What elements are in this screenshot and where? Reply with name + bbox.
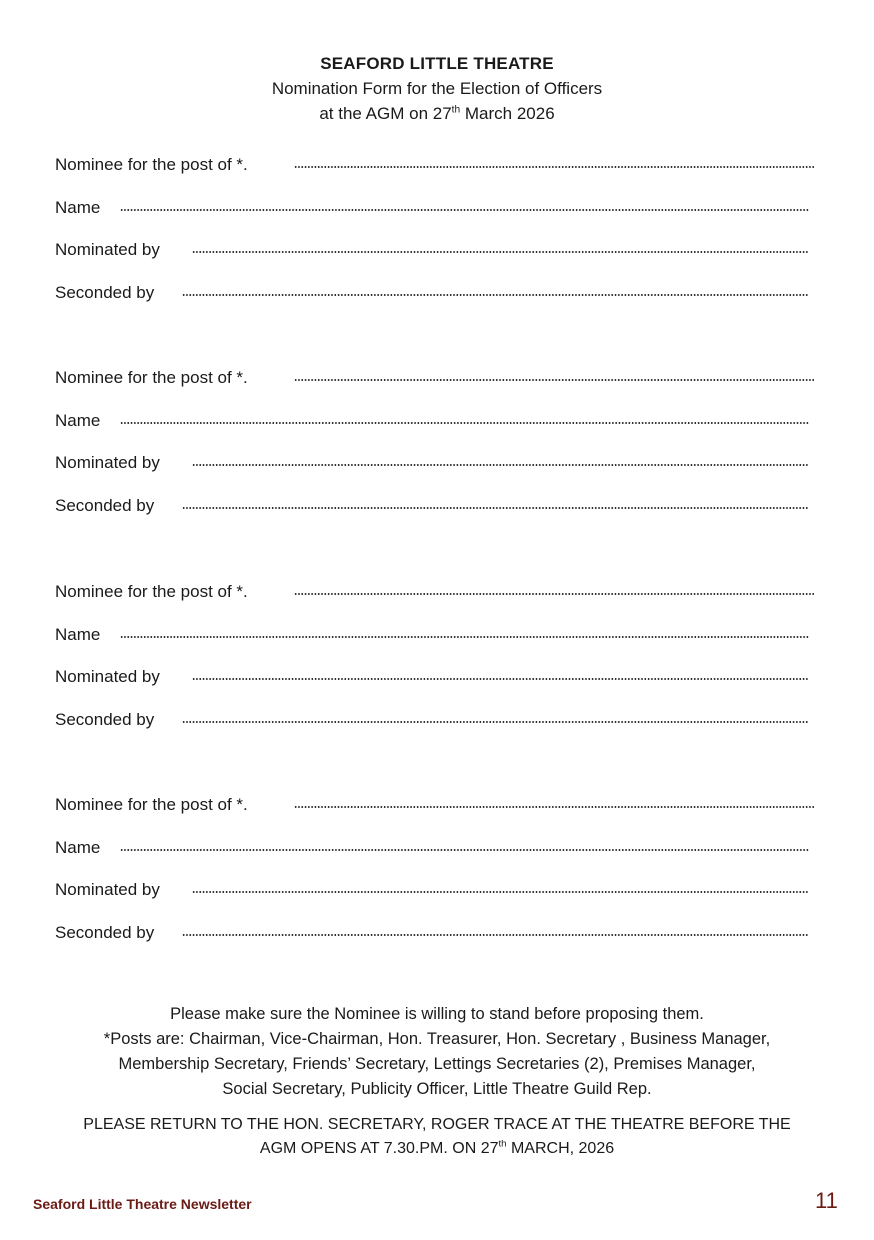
nominee-post-label: Nominee for the post of *. [55,155,248,174]
newsletter-title: Seaford Little Theatre Newsletter [33,1196,252,1212]
page-number: 11 [815,1188,838,1213]
nominated-by-field[interactable] [192,251,809,253]
nominated-by-row [55,238,825,262]
nominated-by-label: Nominated by [55,880,160,899]
agm-date-sup: th [451,104,461,116]
form-title: SEAFORD LITTLE THEATRE [320,54,554,73]
notes [0,1002,874,1102]
name-label: Name [55,197,101,217]
nominee-post-field[interactable] [294,593,814,595]
agm-date-pre: at the AGM on 27 [319,104,452,123]
seconded-by-field[interactable] [182,294,809,296]
nominated-by-field[interactable] [192,891,809,893]
return-line2-sup: th [498,1138,507,1150]
seconded-by-field[interactable] [182,934,809,936]
nominee-post-field[interactable] [294,806,814,808]
note-posts-line3: Social Secretary, Publicity Officer, Little Theatre Guild Rep. [222,1080,652,1098]
agm-date-line [0,104,874,124]
return-line1: PLEASE RETURN TO THE HON. SECRETARY, ROGER TRACE AT THE THEATRE BEFORE THE [83,1116,791,1133]
nominee-post-row [55,580,825,604]
seconded-by-label: Seconded by [55,283,155,302]
nominee-post-label: Nominee for the post of *. [55,795,248,814]
name-field[interactable] [120,636,809,638]
nominated-by-label: Nominated by [55,667,160,686]
seconded-by-label: Seconded by [55,923,155,942]
name-row [55,623,825,647]
nominated-by-label: Nominated by [55,240,160,259]
nominated-by-row [55,878,825,902]
seconded-by-field[interactable] [182,507,809,509]
nominated-by-field[interactable] [192,464,809,466]
name-label: Name [55,624,101,644]
form-subtitle: Nomination Form for the Election of Officers [271,79,603,98]
seconded-by-field[interactable] [182,721,809,723]
nominee-post-field[interactable] [294,379,814,381]
agm-date-post: March 2026 [460,104,555,123]
name-label: Name [55,410,101,430]
nominated-by-label: Nominated by [55,453,160,472]
seconded-by-row [55,921,825,945]
nominee-post-row [55,366,825,390]
return-line2-pre: AGM OPENS AT 7.30.PM. ON 27 [259,1140,499,1157]
return-line2-post: MARCH, 2026 [506,1140,615,1157]
nominee-post-label: Nominee for the post of *. [55,582,248,601]
return-instructions [0,1113,874,1161]
name-field[interactable] [120,209,809,211]
note-willing: Please make sure the Nominee is willing to stand before proposing them. [170,1005,704,1023]
seconded-by-row [55,708,825,732]
name-row [55,409,825,433]
nominated-by-row [55,665,825,689]
seconded-by-label: Seconded by [55,710,155,729]
name-label: Name [55,837,101,857]
seconded-by-row [55,281,825,305]
nominee-post-field[interactable] [294,166,814,168]
seconded-by-label: Seconded by [55,496,155,515]
nominee-post-row [55,153,825,177]
return-line2 [0,1137,874,1161]
nominee-post-row [55,793,825,817]
note-posts-line2: Membership Secretary, Friends’ Secretary, Lettings Secretaries (2), Premises Manager, [118,1055,756,1073]
note-posts-line1: *Posts are: Chairman, Vice-Chairman, Hon. Treasurer, Hon. Secretary , Business Manager, [103,1030,771,1048]
name-field[interactable] [120,849,809,851]
nominee-post-label: Nominee for the post of *. [55,368,248,387]
seconded-by-row [55,494,825,518]
name-row [55,196,825,220]
nominated-by-field[interactable] [192,678,809,680]
nominated-by-row [55,451,825,475]
name-row [55,836,825,860]
name-field[interactable] [120,422,809,424]
